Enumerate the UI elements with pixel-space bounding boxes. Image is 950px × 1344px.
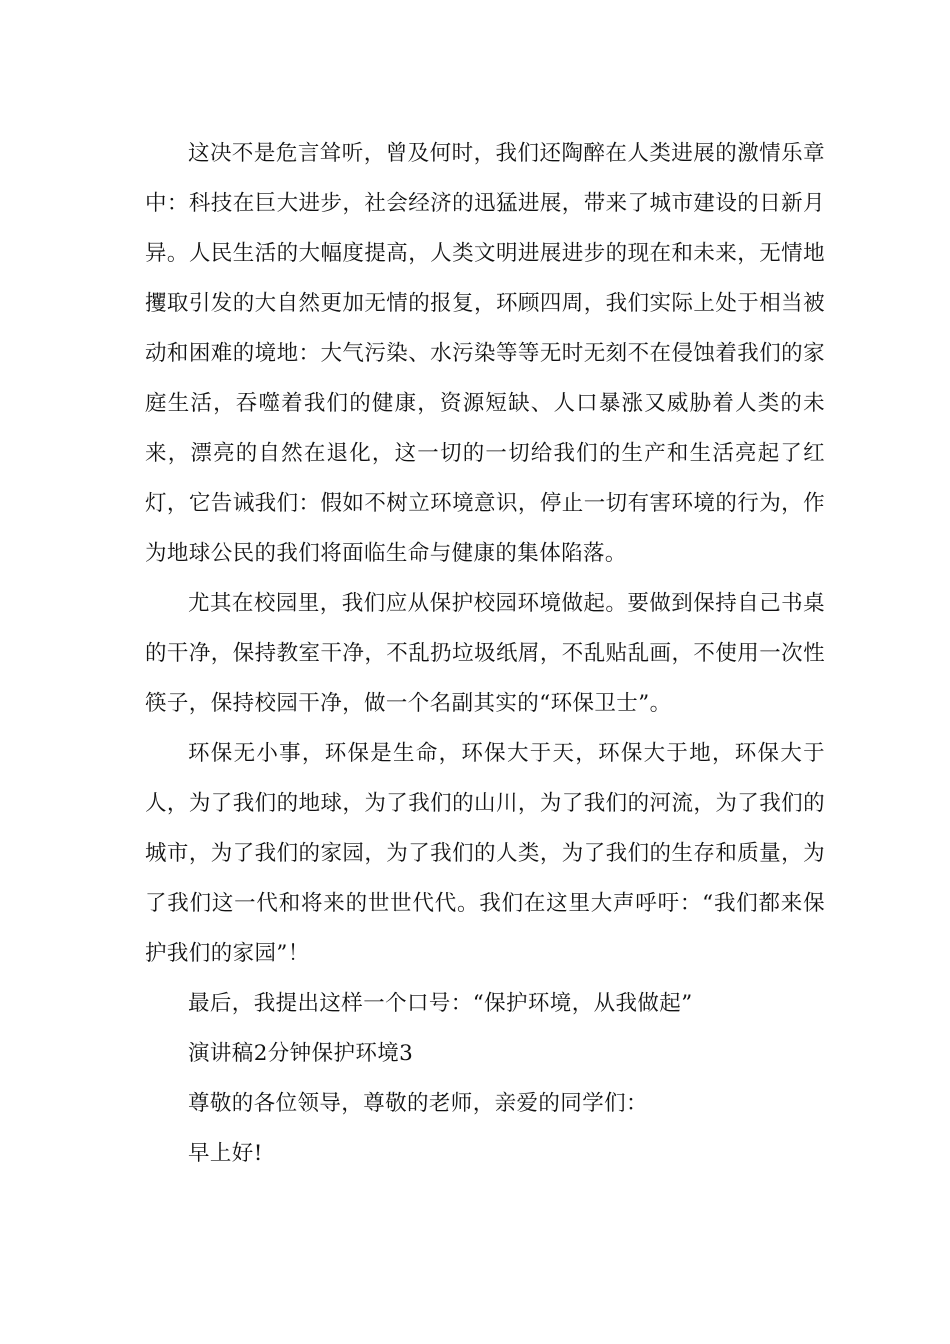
document-body xyxy=(145,129,825,1179)
paragraph-campus-environment: 尤其在校园里，我们应从保护校园环境做起。要做到保持自己书桌的干净，保持教室干净，不乱扔垃圾纸屑，不乱贴乱画，不使用一次性筷子，保持校园干净，做一个名副其实的“环保卫士”。 xyxy=(145,591,825,716)
section-title: 演讲稿2分钟保护环境3 xyxy=(188,1041,414,1066)
paragraph-environment-crisis: 这决不是危言耸听，曾及何时，我们还陶醉在人类进展的激情乐章中：科技在巨大进步，社会经济的迅猛进展，带来了城市建设的日新月异。人民生活的大幅度提高，人类文明进展进步的现在和未来，无情地攫取引发的大自然更加无情的报复，环顾四周，我们实际上处于相当被动和困难的境地：大气污染、水污染等等无时无刻不在侵蚀着我们的家庭生活，吞噬着我们的健康，资源短缺、人口暴涨又威胁着人类的未来，漂亮的自然在退化，这一切的一切给我们的生产和生活亮起了红灯，它告诫我们：假如不树立环境意识，停止一切有害环境的行为，作为地球公民的我们将面临生命与健康的集体陷落。 xyxy=(145,141,825,566)
paragraph-environment-importance: 环保无小事，环保是生命，环保大于天，环保大于地，环保大于人，为了我们的地球，为了我们的山川，为了我们的河流，为了我们的城市，为了我们的家园，为了我们的人类，为了我们的生存和质量，为了我们这一代和将来的世世代代。我们在这里大声呼吁：“我们都来保护我们的家园”！ xyxy=(145,741,825,966)
greeting-line: 早上好! xyxy=(188,1141,263,1166)
slogan-line: 最后，我提出这样一个口号：“保护环境，从我做起” xyxy=(188,991,693,1016)
salutation-line: 尊敬的各位领导，尊敬的老师，亲爱的同学们： xyxy=(188,1091,648,1116)
